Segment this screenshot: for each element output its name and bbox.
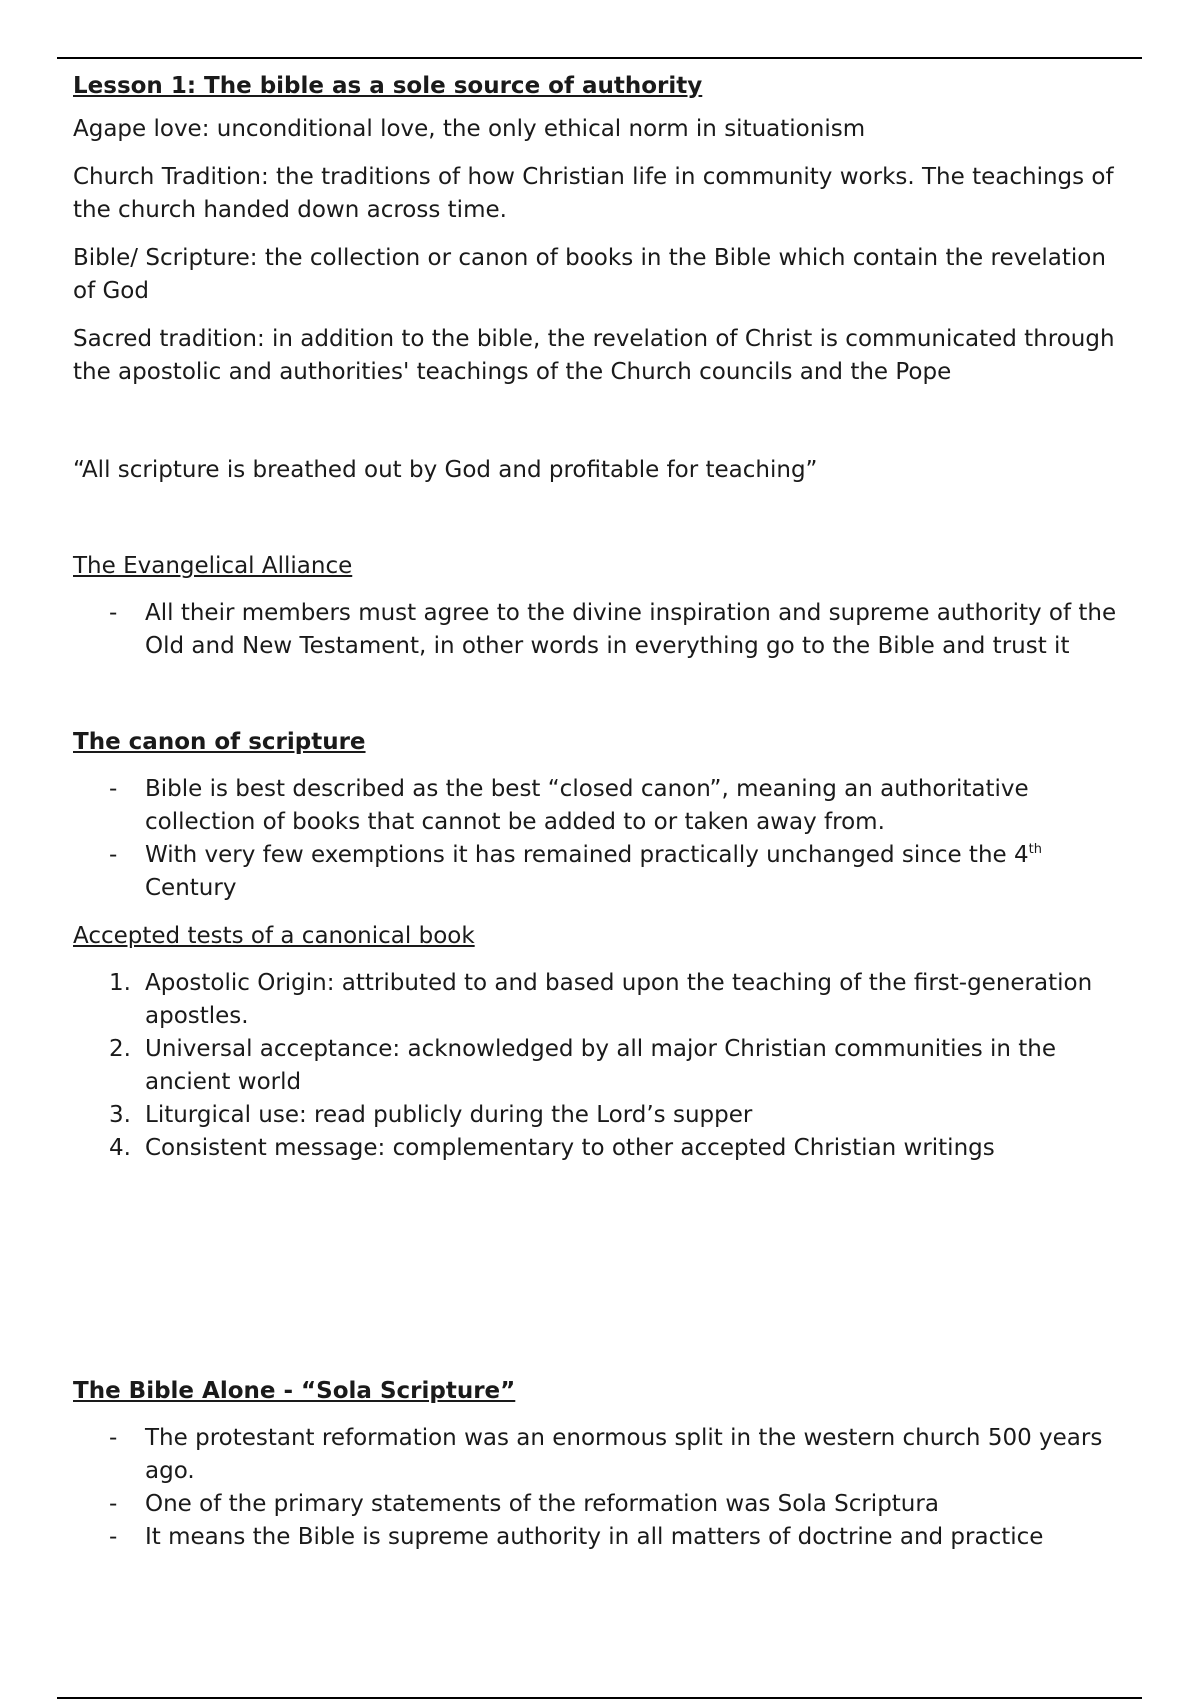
list-item-text: Bible is best described as the best “closed canon”, meaning an authoritative collection of books that cannot be added to or taken away from. — [145, 776, 1029, 835]
list-number: 1. — [109, 970, 131, 996]
bottom-rule — [57, 1697, 1142, 1699]
list-item — [73, 839, 1128, 905]
list-item — [73, 773, 1128, 839]
lesson-title: Lesson 1: The bible as a sole source of authority — [73, 73, 703, 99]
list-item-text: All their members must agree to the divine inspiration and supreme authority of the Old and New Testament, in other words in everything go to the Bible and trust it — [145, 600, 1117, 659]
bullet-dash: - — [109, 1524, 118, 1550]
canon-list — [73, 773, 1128, 905]
canonical-tests-heading: Accepted tests of a canonical book — [73, 923, 475, 949]
list-item-text: Apostolic Origin: attributed to and based upon the teaching of the first-generation apostles. — [145, 970, 1093, 1029]
list-item — [73, 1132, 1128, 1165]
scripture-quote: “All scripture is breathed out by God and profitable for teaching” — [73, 457, 818, 483]
list-item — [73, 1488, 1128, 1521]
bullet-dash: - — [109, 842, 118, 868]
list-number: 4. — [109, 1135, 131, 1161]
ordinal-superscript: th — [1028, 842, 1042, 857]
list-item-text: One of the primary statements of the reformation was Sola Scriptura — [145, 1491, 939, 1517]
list-item — [73, 1099, 1128, 1132]
list-item-text: It means the Bible is supreme authority in all matters of doctrine and practice — [145, 1524, 1044, 1550]
canon-heading: The canon of scripture — [73, 729, 366, 755]
top-rule — [57, 57, 1142, 59]
list-item-text: Consistent message: complementary to other accepted Christian writings — [145, 1135, 995, 1161]
sola-scriptura-heading: The Bible Alone - “Sola Scripture” — [73, 1378, 516, 1404]
definition-sacred-tradition: Sacred tradition: in addition to the bible, the revelation of Christ is communicated through the apostolic and authorities' teachings of the Church councils and the Pope — [73, 326, 1115, 385]
list-item — [73, 1422, 1128, 1488]
bullet-dash: - — [109, 600, 118, 626]
definition-bible-scripture: Bible/ Scripture: the collection or canon of books in the Bible which contain the revelation of God — [73, 245, 1106, 304]
evangelical-alliance-heading: The Evangelical Alliance — [73, 553, 353, 579]
document-body — [73, 70, 1128, 1554]
list-item — [73, 967, 1128, 1033]
list-item-text: The protestant reformation was an enormous split in the western church 500 years ago. — [145, 1425, 1103, 1484]
list-number: 3. — [109, 1102, 131, 1128]
list-number: 2. — [109, 1036, 131, 1062]
evangelical-alliance-list — [73, 597, 1128, 663]
sola-scriptura-list — [73, 1422, 1128, 1554]
list-item — [73, 1521, 1128, 1554]
definition-agape: Agape love: unconditional love, the only ethical norm in situationism — [73, 116, 866, 142]
bullet-dash: - — [109, 1425, 118, 1451]
list-item-text-end: Century — [145, 875, 237, 901]
definition-church-tradition: Church Tradition: the traditions of how Christian life in community works. The teachings of the church handed down across time. — [73, 164, 1114, 223]
list-item-text: With very few exemptions it has remained practically unchanged since the 4 — [145, 842, 1029, 868]
canonical-tests-list — [73, 967, 1128, 1165]
list-item-text: Universal acceptance: acknowledged by all major Christian communities in the ancient world — [145, 1036, 1057, 1095]
list-item-text: Liturgical use: read publicly during the Lord’s supper — [145, 1102, 753, 1128]
list-item — [73, 1033, 1128, 1099]
bullet-dash: - — [109, 1491, 118, 1517]
bullet-dash: - — [109, 776, 118, 802]
list-item — [73, 597, 1128, 663]
